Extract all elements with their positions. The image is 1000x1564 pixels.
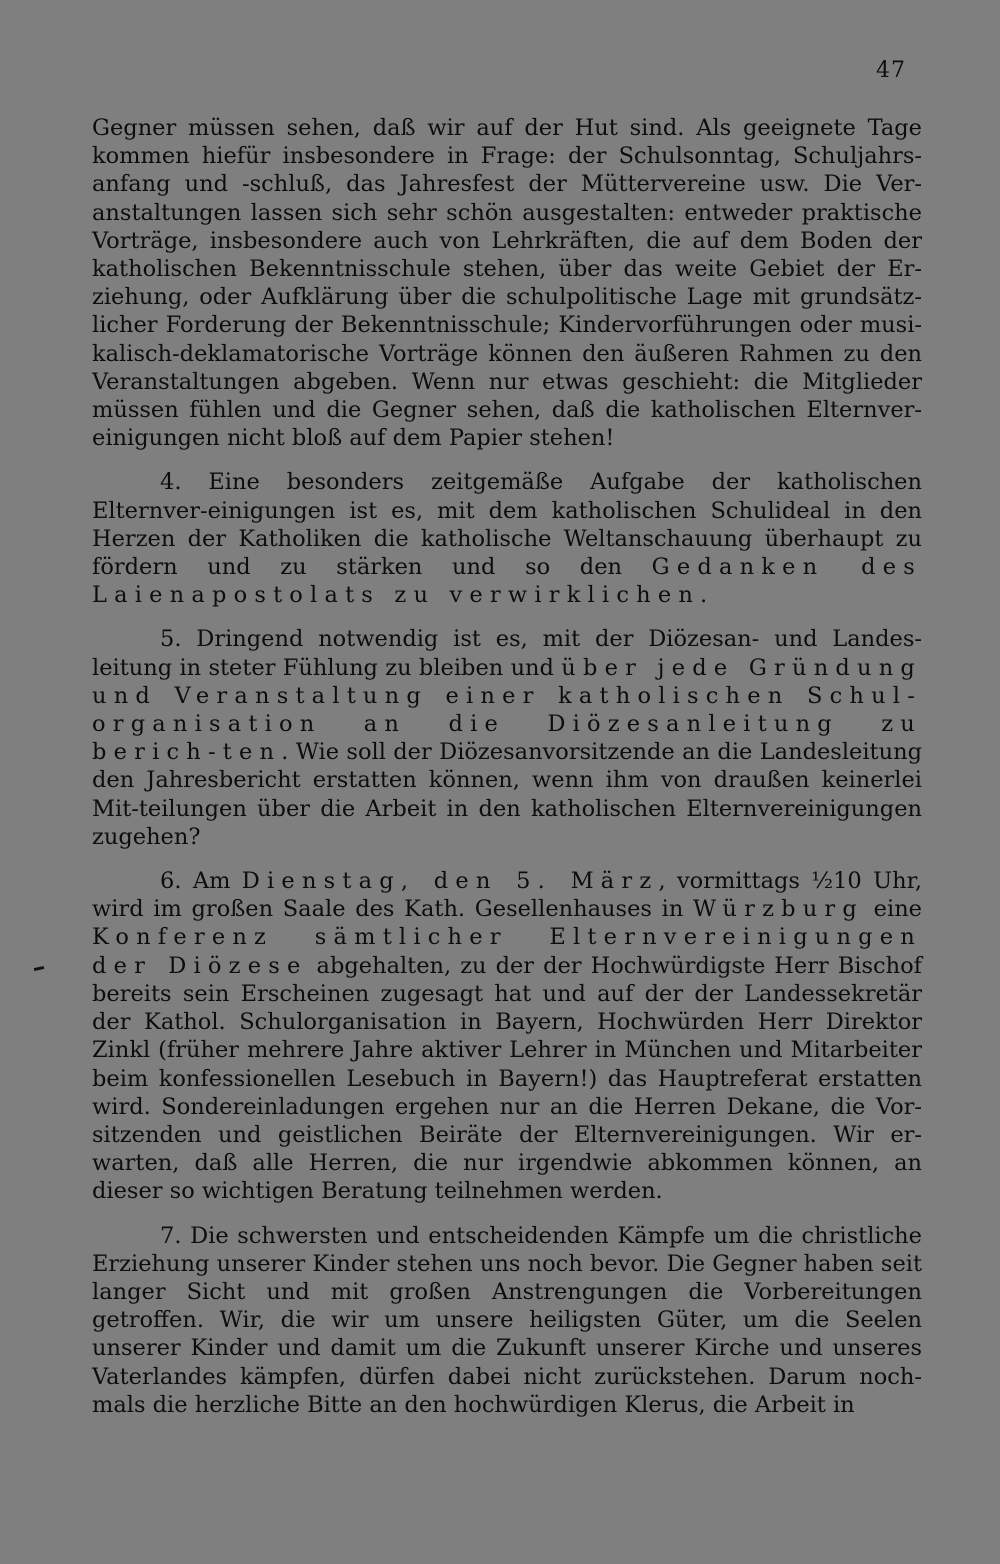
paragraph-text: 4. Eine besonders zeitgemäße Aufgabe der katholischen Elternver-einigungen ist es, mit dem katholischen Schulideal in den Herzen der Katholiken die katholische Weltanschauung überhaupt zu fördern und zu stärken und so den (92, 469, 922, 581)
paragraph-text: . Wie soll der Diözesanvorsitzende an die Landesleitung den Jahresbericht erstatten können, wenn ihm von draußen keinerlei Mit-teilungen über die Arbeit in den katholischen Elternvereinigungen zugehen? (92, 739, 922, 850)
emphasized-text: Dienstag, den 5. März (241, 868, 659, 895)
paragraph-item-7 (92, 1222, 922, 1419)
body-text (92, 114, 922, 1435)
paragraph-text: Gegner müssen sehen, daß wir auf der Hut sind. Als geeignete Tage kommen hiefür insbesondere in Frage: der Schulsonntag, Schuljahrs-anfang und -schluß, das Jahresfest der Müttervereine usw. Die Ver-anstaltungen lassen sich sehr schön ausgestalten: entweder praktische Vorträge, insbesondere auch von Lehrkräften, die auf dem Boden der katholischen Bekenntnisschule stehen, über das weite Gebiet der Er-ziehung, oder Aufklärung über die schulpolitische Lage mit grundsätz-licher Forderung der Bekenntnisschule; Kindervorführungen oder musi-kalisch-deklamatorische Vorträge können den äußeren Rahmen zu den Veranstaltungen abgeben. Wenn nur etwas geschieht: die Mitglieder müssen fühlen und die Gegner sehen, daß die katholischen Elternver-einigungen nicht bloß auf dem Papier stehen! (92, 115, 922, 452)
paragraph-text: eine (863, 896, 922, 923)
margin-mark (34, 966, 44, 971)
paragraph-text: 7. Die schwersten und entscheidenden Kämpfe um die christliche Erziehung unserer Kinder stehen uns noch bevor. Die Gegner haben seit langer Sicht und mit großen Anstrengungen die Vorbereitungen getroffen. Wir, die wir um unsere heiligsten Güter, um die Seelen unserer Kinder und damit um die Zukunft unserer Kirche und unseres Vaterlandes kämpfen, dürfen dabei nicht zurückstehen. Darum noch-mals die herzliche Bitte an den hochwürdigen Klerus, die Arbeit in (92, 1222, 922, 1418)
paragraph-item-6 (92, 867, 922, 1205)
paragraph-text: abgehalten, zu der der Hochwürdigste Herr Bischof bereits sein Erscheinen zugesagt hat und auf der der Landessekretär der Kathol. Schulorganisation in Bayern, Hochwürden Herr Direktor Zinkl (früher mehrere Jahre aktiver Lehrer in München und Mitarbeiter beim konfessionellen Lesebuch in Bayern!) das Hauptreferat erstatten wird. Sondereinladungen ergehen nur an die Herren Dekane, die Vor-sitzenden und geistlichen Beiräte der Elternvereinigungen. Wir er-warten, daß alle Herren, die nur irgendwie abkommen können, an dieser so wichtigen Beratung teilnehmen werden. (92, 952, 922, 1205)
paragraph-text: , vormittags ½10 Uhr, wird im großen Saale des Kath. Gesellenhauses in (92, 868, 923, 923)
emphasized-text: Würzburg (693, 896, 864, 923)
paragraph-continuation (92, 114, 922, 452)
emphasized-text: über jede Gründung und Veranstaltung einer katholischen Schul-organisation an die Diözesanleitung zu berich-ten (92, 654, 922, 766)
emphasized-text: Gedanken des Laienapostolats zu verwirklichen (92, 554, 922, 609)
emphasized-text: Konferenz sämtlicher Elternvereinigungen der Diözese (92, 924, 922, 979)
paragraph-text: 5. Dringend notwendig ist es, mit der Diözesan- und Landes-leitung in steter Fühlung zu bleiben und (92, 626, 922, 681)
paragraph-text: . (700, 582, 708, 609)
paragraph-text: 6. Am (160, 868, 242, 895)
paragraph-item-4 (92, 468, 922, 609)
paragraph-item-5 (92, 625, 922, 851)
page-number: 47 (876, 58, 906, 83)
